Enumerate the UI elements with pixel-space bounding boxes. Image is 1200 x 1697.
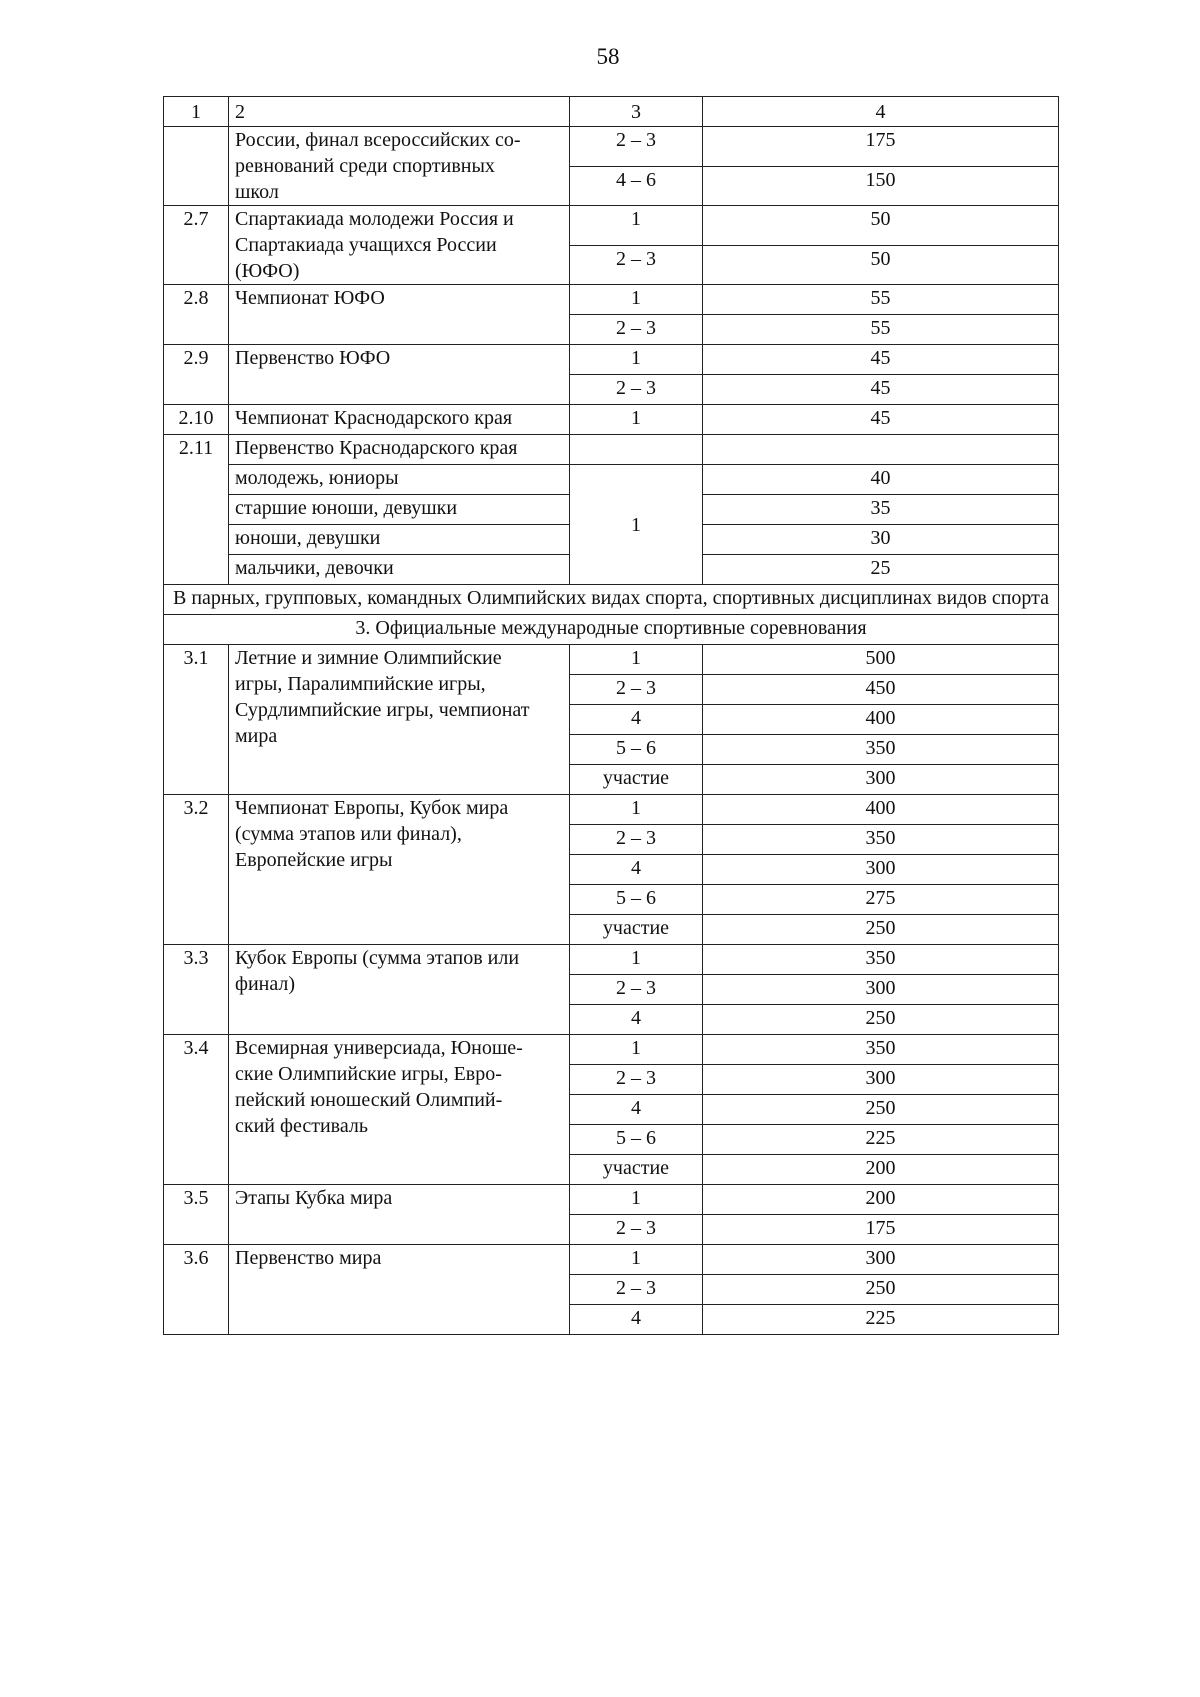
header-cell-1: 1: [164, 97, 229, 127]
points-cell: 30: [703, 525, 1059, 555]
item-number: [164, 127, 229, 206]
points-cell: 25: [703, 555, 1059, 585]
place-cell: 2 – 3: [570, 975, 703, 1005]
item-number: 2.10: [164, 405, 229, 435]
competition-name: Первенство Краснодарского края: [229, 435, 570, 465]
table-row: [164, 465, 1059, 495]
competition-name: Этапы Кубка мира: [229, 1185, 570, 1245]
points-cell: 400: [703, 795, 1059, 825]
section-row: [164, 585, 1059, 615]
points-cell: 350: [703, 945, 1059, 975]
section-row: [164, 615, 1059, 645]
place-cell: 2 – 3: [570, 375, 703, 405]
points-cell: 40: [703, 465, 1059, 495]
place-cell: 2 – 3: [570, 675, 703, 705]
section-heading-olympic: В парных, групповых, командных Олимпийских видах спорта, спортивных дисциплинах видов спорта: [164, 585, 1059, 615]
place-cell: 4: [570, 1005, 703, 1035]
place-cell: 1: [570, 945, 703, 975]
item-number: 2.11: [164, 435, 229, 585]
place-cell: 1: [570, 465, 703, 585]
header-cell-3: 3: [570, 97, 703, 127]
competition-name: Чемпионат Краснодарского края: [229, 405, 570, 435]
points-table: [163, 96, 1059, 1335]
points-cell: 450: [703, 675, 1059, 705]
place-cell: 4: [570, 1095, 703, 1125]
place-cell: 1: [570, 1245, 703, 1275]
points-cell: 250: [703, 1095, 1059, 1125]
item-number: 2.7: [164, 206, 229, 285]
table-row: [164, 405, 1059, 435]
table-row: [164, 645, 1059, 675]
age-group-name: молодежь, юниоры: [229, 465, 570, 495]
place-cell: 1: [570, 1035, 703, 1065]
points-cell: 50: [703, 206, 1059, 246]
item-number: 3.4: [164, 1035, 229, 1185]
competition-name: Первенство ЮФО: [229, 345, 570, 405]
place-cell: участие: [570, 1155, 703, 1185]
place-cell: 2 – 3: [570, 1275, 703, 1305]
table-row: [164, 206, 1059, 246]
place-cell: 2 – 3: [570, 315, 703, 345]
table-row: [164, 345, 1059, 375]
item-number: 3.3: [164, 945, 229, 1035]
points-cell: 250: [703, 1275, 1059, 1305]
points-cell: 200: [703, 1155, 1059, 1185]
header-cell-2: 2: [229, 97, 570, 127]
place-cell: 2 – 3: [570, 1065, 703, 1095]
place-cell: 1: [570, 345, 703, 375]
table-row: [164, 945, 1059, 975]
competition-name: Кубок Европы (сумма этапов или финал): [229, 945, 570, 1035]
points-cell: 45: [703, 345, 1059, 375]
points-cell: 250: [703, 915, 1059, 945]
place-cell: 4: [570, 1305, 703, 1335]
points-cell: 350: [703, 825, 1059, 855]
points-cell: 45: [703, 375, 1059, 405]
points-cell: 225: [703, 1305, 1059, 1335]
points-cell: 200: [703, 1185, 1059, 1215]
place-cell: 2 – 3: [570, 825, 703, 855]
item-number: 2.8: [164, 285, 229, 345]
points-cell: 300: [703, 855, 1059, 885]
place-cell: 1: [570, 1185, 703, 1215]
place-cell: 5 – 6: [570, 885, 703, 915]
points-cell: 45: [703, 405, 1059, 435]
table-row: [164, 127, 1059, 167]
place-cell: участие: [570, 915, 703, 945]
item-number: 3.2: [164, 795, 229, 945]
points-cell: 225: [703, 1125, 1059, 1155]
age-group-name: юноши, девушки: [229, 525, 570, 555]
competition-name: Чемпионат Европы, Кубок мира (сумма этапов или финал), Европейские игры: [229, 795, 570, 945]
points-cell: [703, 435, 1059, 465]
competition-name: России, финал всероссийских со- ревнований среди спортивных школ: [229, 127, 570, 206]
competition-name: Первенство мира: [229, 1245, 570, 1335]
competition-name: Всемирная универсиада, Юноше- ские Олимпийские игры, Евро- пейский юношеский Олимпий- ский фестиваль: [229, 1035, 570, 1185]
points-cell: 300: [703, 765, 1059, 795]
points-cell: 50: [703, 245, 1059, 285]
place-cell: 4: [570, 855, 703, 885]
place-cell: 2 – 3: [570, 127, 703, 167]
table-row: [164, 1185, 1059, 1215]
place-cell: 5 – 6: [570, 735, 703, 765]
points-cell: 35: [703, 495, 1059, 525]
points-cell: 400: [703, 705, 1059, 735]
points-cell: 300: [703, 1245, 1059, 1275]
table-row: [164, 285, 1059, 315]
points-cell: 300: [703, 975, 1059, 1005]
points-cell: 55: [703, 315, 1059, 345]
competition-name: Летние и зимние Олимпийские игры, Паралимпийские игры, Сурдлимпийские игры, чемпионат мира: [229, 645, 570, 795]
page-number: 58: [596, 44, 620, 69]
competition-name: Спартакиада молодежи Россия и Спартакиада учащихся России (ЮФО): [229, 206, 570, 285]
points-cell: 275: [703, 885, 1059, 915]
age-group-name: старшие юноши, девушки: [229, 495, 570, 525]
points-cell: 300: [703, 1065, 1059, 1095]
place-cell: 1: [570, 645, 703, 675]
item-number: 3.6: [164, 1245, 229, 1335]
points-cell: 250: [703, 1005, 1059, 1035]
section-heading-international: 3. Официальные международные спортивные соревнования: [164, 615, 1059, 645]
points-cell: 350: [703, 735, 1059, 765]
table-row: [164, 795, 1059, 825]
place-cell: 2 – 3: [570, 245, 703, 285]
place-cell: 1: [570, 206, 703, 246]
age-group-name: мальчики, девочки: [229, 555, 570, 585]
place-cell: 4 – 6: [570, 166, 703, 206]
item-number: 3.5: [164, 1185, 229, 1245]
competition-name: Чемпионат ЮФО: [229, 285, 570, 345]
place-cell: 1: [570, 795, 703, 825]
points-cell: 55: [703, 285, 1059, 315]
table-row: [164, 1035, 1059, 1065]
table-row: [164, 1245, 1059, 1275]
header-cell-4: 4: [703, 97, 1059, 127]
table-row: [164, 435, 1059, 465]
points-cell: 175: [703, 1215, 1059, 1245]
place-cell: 1: [570, 285, 703, 315]
place-cell: 4: [570, 705, 703, 735]
points-cell: 150: [703, 166, 1059, 206]
place-cell: 1: [570, 405, 703, 435]
place-cell: участие: [570, 765, 703, 795]
place-cell: 5 – 6: [570, 1125, 703, 1155]
place-cell: 2 – 3: [570, 1215, 703, 1245]
item-number: 2.9: [164, 345, 229, 405]
table-header-row: [164, 97, 1059, 127]
points-cell: 350: [703, 1035, 1059, 1065]
points-cell: 500: [703, 645, 1059, 675]
points-cell: 175: [703, 127, 1059, 167]
place-cell: [570, 435, 703, 465]
item-number: 3.1: [164, 645, 229, 795]
